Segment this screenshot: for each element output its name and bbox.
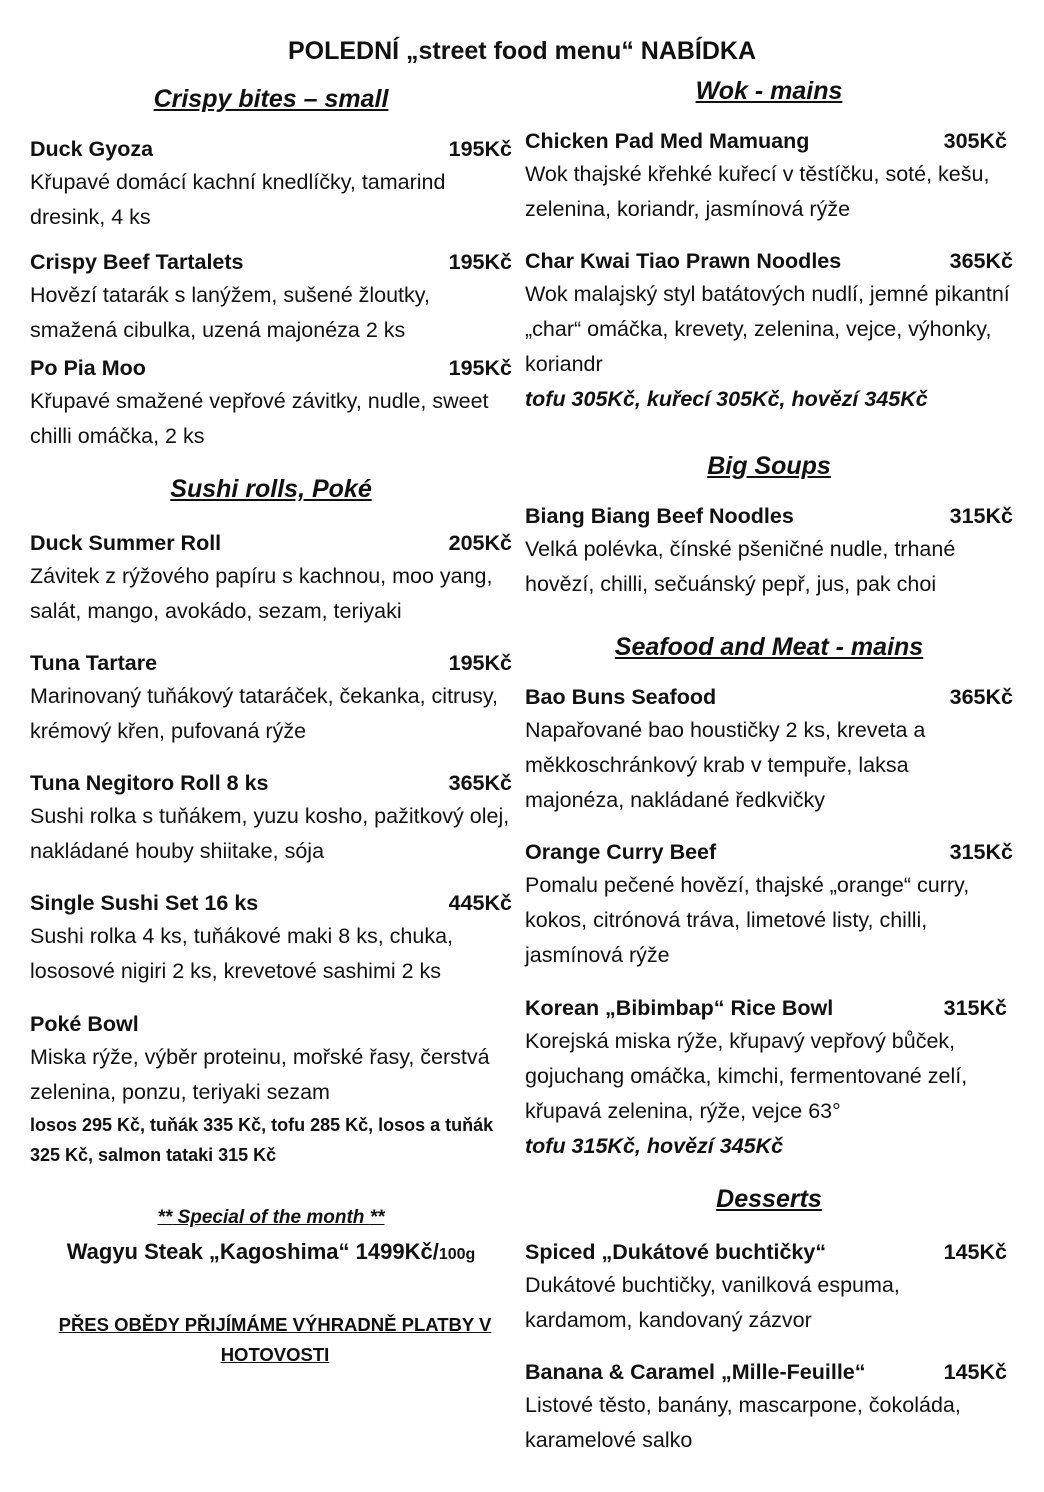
item-name: Tuna Tartare	[30, 651, 158, 675]
section-heading-soups: Big Soups	[707, 452, 831, 480]
item-name: Korean „Bibimbap“ Rice Bowl	[525, 996, 834, 1020]
item-price: 205Kč	[448, 531, 512, 555]
menu-item	[30, 527, 512, 629]
special-item-text: Wagyu Steak „Kagoshima“ 1499Kč/	[66, 1239, 439, 1264]
special-stars-left: **	[157, 1207, 173, 1228]
item-description: Listové těsto, banány, mascarpone, čokoláda, karamelové salko	[525, 1393, 961, 1452]
item-variants: tofu 305Kč, kuřecí 305Kč, hovězí 345Kč	[525, 387, 928, 411]
item-name: Duck Summer Roll	[30, 531, 222, 555]
item-price: 365Kč	[949, 249, 1013, 273]
item-description: Křupavé smažené vepřové závitky, nudle, sweet chilli omáčka, 2 ks	[30, 389, 489, 448]
item-name: Char Kwai Tiao Prawn Noodles	[525, 249, 842, 273]
menu-item	[30, 647, 512, 749]
item-description: Wok thajské křehké kuřecí v těstíčku, soté, kešu, zelenina, koriandr, jasmínová rýže	[525, 162, 990, 221]
item-description: Korejská miska rýže, křupavý vepřový bůček, gojuchang omáčka, kimchi, fermentované zelí, křupavá zelenina, rýže, vejce 63°	[525, 1029, 968, 1123]
item-price: 305Kč	[943, 129, 1007, 153]
menu-item	[30, 887, 512, 989]
item-name: Crispy Beef Tartalets	[30, 250, 244, 274]
item-description: Wok malajský styl batátových nudlí, jemné pikantní „char“ omáčka, krevety, zelenina, vejce, výhonky, koriandr	[525, 282, 1010, 376]
item-name: Chicken Pad Med Mamuang	[525, 129, 810, 153]
item-name: Orange Curry Beef	[525, 840, 717, 864]
item-description: Pomalu pečené hovězí, thajské „orange“ curry, kokos, citrónová tráva, limetové listy, chilli, jasmínová rýže	[525, 873, 970, 967]
special-item-unit: 100g	[438, 1246, 476, 1263]
special-item	[30, 1236, 512, 1271]
special-heading	[30, 1204, 512, 1232]
payment-notice: PŘES OBĚDY PŘIJÍMÁME VÝHRADNĚ PLATBY V HOTOVOSTI	[58, 1314, 492, 1365]
item-description: Dukátové buchtičky, vanilková espuma, kardamom, kandovaný zázvor	[525, 1273, 900, 1332]
item-description: Velká polévka, čínské pšeničné nudle, trhané hovězí, chilli, sečuánský pepř, jus, pak choi	[525, 537, 956, 596]
item-price: 315Kč	[949, 840, 1013, 864]
item-name: Duck Gyoza	[30, 137, 154, 161]
item-variants: losos 295 Kč, tuňák 335 Kč, tofu 285 Kč, losos a tuňák 325 Kč, salmon tataki 315 Kč	[30, 1115, 494, 1165]
item-variants: tofu 315Kč, hovězí 345Kč	[525, 1134, 784, 1158]
item-price: 445Kč	[448, 891, 512, 915]
menu-title: POLEDNÍ „street food menu“ NABÍDKA	[287, 37, 757, 65]
item-description: Marinovaný tuňákový tataráček, čekanka, citrusy, krémový křen, pufovaná rýže	[30, 684, 499, 743]
item-price: 315Kč	[943, 996, 1007, 1020]
item-name: Poké Bowl	[30, 1012, 139, 1036]
item-price: 195Kč	[448, 356, 512, 380]
section-heading-crispy-bites: Crispy bites – small	[153, 85, 389, 113]
menu-item	[525, 681, 1013, 818]
item-name: Single Sushi Set 16 ks	[30, 891, 259, 915]
item-name: Spiced „Dukátové buchtičky“	[525, 1240, 827, 1264]
item-price: 195Kč	[448, 651, 512, 675]
special-heading-text: Special of the month	[177, 1207, 365, 1228]
item-description: Sushi rolka 4 ks, tuňákové maki 8 ks, chuka, lososové nigiri 2 ks, krevetové sashimi 2 ks	[30, 924, 454, 983]
section-heading-wok: Wok - mains	[695, 77, 843, 105]
item-price: 145Kč	[943, 1360, 1007, 1384]
item-price: 195Kč	[448, 250, 512, 274]
menu-item	[525, 836, 1013, 973]
item-description: Hovězí tatarák s lanýžem, sušené žloutky, smažená cibulka, uzená majonéza 2 ks	[30, 283, 430, 342]
item-price: 145Kč	[943, 1240, 1007, 1264]
item-description: Křupavé domácí kachní knedlíčky, tamarind dresink, 4 ks	[30, 170, 446, 229]
menu-item	[525, 245, 1013, 417]
item-name: Po Pia Moo	[30, 356, 146, 380]
item-price: 315Kč	[949, 504, 1013, 528]
section-heading-sushi: Sushi rolls, Poké	[170, 475, 372, 503]
menu-item	[525, 125, 1013, 227]
menu-item	[30, 133, 512, 235]
item-description: Miska rýže, výběr proteinu, mořské řasy, čerstvá zelenina, ponzu, teriyaki sezam	[30, 1045, 490, 1104]
section-heading-seafood-meat: Seafood and Meat - mains	[614, 633, 924, 661]
menu-item	[525, 1356, 1013, 1458]
item-name: Tuna Negitoro Roll 8 ks	[30, 771, 269, 795]
special-stars-right: **	[369, 1207, 385, 1228]
item-price: 365Kč	[949, 685, 1013, 709]
menu-item	[525, 500, 1013, 602]
item-price: 195Kč	[448, 137, 512, 161]
menu-item	[30, 767, 512, 869]
item-description: Napařované bao houstičky 2 ks, kreveta a měkkoschránkový krab v tempuře, laksa majonéza, nakládané ředkvičky	[525, 718, 926, 812]
menu-item	[525, 1236, 1013, 1338]
section-heading-desserts: Desserts	[716, 1185, 822, 1213]
menu-item	[30, 352, 512, 454]
item-name: Biang Biang Beef Noodles	[525, 504, 794, 528]
item-description: Závitek z rýžového papíru s kachnou, moo yang, salát, mango, avokádo, sezam, teriyaki	[30, 564, 493, 623]
item-name: Bao Buns Seafood	[525, 685, 717, 709]
item-description: Sushi rolka s tuňákem, yuzu kosho, pažitkový olej, nakládané houby shiitake, sója	[30, 804, 510, 863]
item-name: Banana & Caramel „Mille-Feuille“	[525, 1360, 866, 1384]
item-price: 365Kč	[448, 771, 512, 795]
menu-item	[525, 992, 1013, 1164]
menu-item	[30, 246, 512, 348]
menu-item	[30, 1008, 512, 1170]
